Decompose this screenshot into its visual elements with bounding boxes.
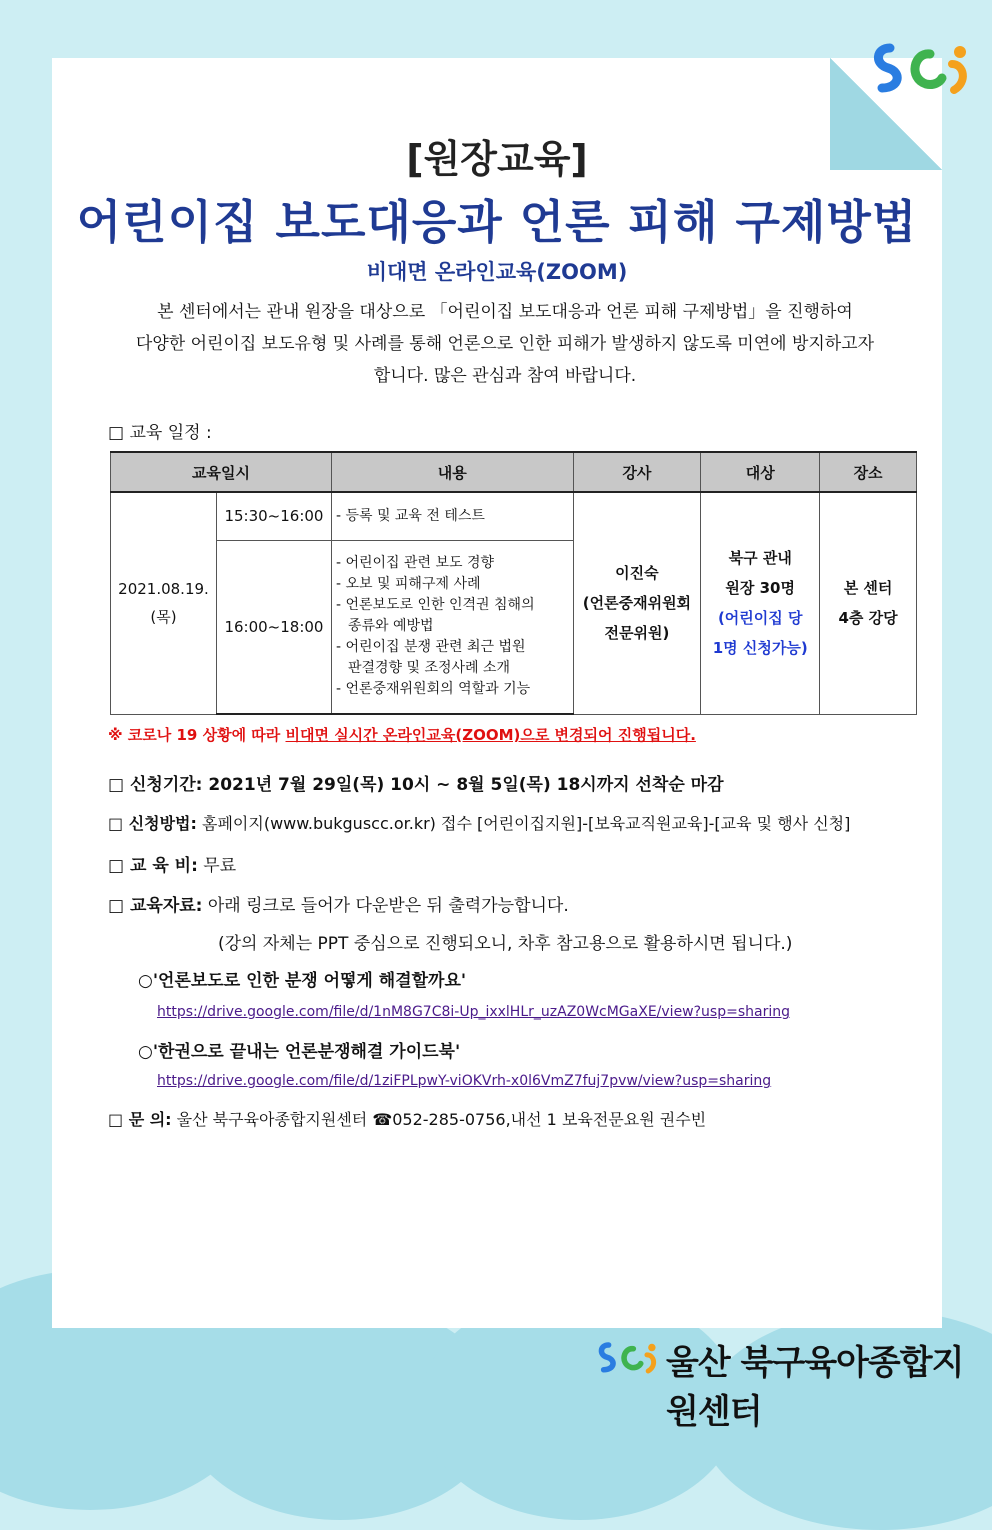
venue-line: 본 센터 <box>843 579 893 598</box>
content-line: - 언론보도로 인한 인격권 침해의 <box>335 597 535 614</box>
page-subtitle: 비대면 온라인교육(ZOOM) <box>366 260 628 284</box>
bracket-title: [원장교육] <box>406 137 588 181</box>
instructor-line: (언론중재위원회 <box>582 594 692 613</box>
header-venue: 장소 <box>820 452 917 492</box>
material-title-2: ○'한권으로 끝내는 언론분쟁해결 가이드북' <box>138 1042 461 1062</box>
instructor-line: 이진숙 <box>615 564 659 583</box>
schedule-table <box>110 451 917 715</box>
contact-value: 울산 북구육아종합지원센터 ☎052-285-0756,내선 1 보육전문요원 권수빈 <box>176 1110 707 1129</box>
footer-org-name: 울산 북구육아종합지원센터 <box>666 1343 964 1432</box>
venue-line: 4층 강당 <box>838 609 898 628</box>
target-line: 원장 30명 <box>725 579 795 598</box>
apply-period-value: 2021년 7월 29일(목) 10시 ~ 8월 5일(목) 18시까지 선착순 마감 <box>208 775 724 795</box>
header-instructor: 강사 <box>573 452 701 492</box>
covid-notice <box>108 724 696 745</box>
content-line: 종류와 예방법 <box>347 618 434 635</box>
fee-label: □ 교 육 비: <box>108 856 198 876</box>
material-link-1[interactable]: https://drive.google.com/file/d/1nM8G7C8i-Up_ixxlHLr_uzAZ0WcMGaXE/view?usp=sharing <box>157 1004 790 1020</box>
date-text: 2021.08.19. <box>118 579 209 598</box>
fee <box>108 851 236 876</box>
instructor-cell <box>573 492 701 714</box>
content-line: 판결경향 및 조정사례 소개 <box>347 660 511 677</box>
target-note: (어린이집 당 <box>717 609 803 628</box>
content-line: - 언론중재위원회의 역할과 기능 <box>335 681 531 698</box>
notice-underlined: 비대면 실시간 온라인교육(ZOOM)으로 변경되어 진행됩니다. <box>285 726 696 744</box>
intro-paragraph <box>100 296 910 392</box>
center-logo-icon <box>868 34 978 104</box>
schedule-label: □ 교육 일정 : <box>108 423 212 443</box>
notice-prefix: ※ 코로나 19 상황에 따라 <box>108 726 286 744</box>
apply-period <box>108 770 724 795</box>
header-date: 교육일시 <box>111 452 332 492</box>
material-link-2[interactable]: https://drive.google.com/file/d/1ziFPLpwY-viOKVrh-x0l6VmZ7fuj7pvw/view?usp=sharing <box>157 1073 772 1089</box>
materials-value: 아래 링크로 들어가 다운받은 뒤 출력가능합니다. <box>207 896 569 916</box>
instructor-line: 전문위원) <box>604 624 670 643</box>
content-line: - 어린이집 관련 보도 경향 <box>335 555 495 572</box>
materials-label: □ 교육자료: <box>108 896 203 916</box>
date-cell <box>111 492 217 714</box>
materials-note: (강의 자체는 PPT 중심으로 진행되오니, 차후 참고용으로 활용하시면 됩니다.) <box>218 934 793 954</box>
venue-cell <box>820 492 917 714</box>
material-title-1: ○'언론보도로 인한 분쟁 어떻게 해결할까요' <box>138 971 467 991</box>
table-header-row <box>111 452 917 492</box>
page-title: 어린이집 보도대응과 언론 피해 구제방법 <box>76 195 918 249</box>
content-cell: - 등록 및 교육 전 테스트 <box>331 492 573 540</box>
content-line: - 오보 및 피해구제 사례 <box>335 576 481 593</box>
table-row <box>111 492 917 540</box>
target-line: 북구 관내 <box>728 549 792 568</box>
time-cell: 16:00~18:00 <box>216 540 331 714</box>
target-note: 1명 신청가능) <box>712 639 808 658</box>
fee-value: 무료 <box>203 856 237 876</box>
contact <box>108 1107 706 1130</box>
apply-period-label: □ 신청기간: <box>108 775 203 795</box>
footer-logo-icon <box>595 1332 663 1384</box>
weekday-text: (목) <box>150 607 177 626</box>
materials <box>108 891 569 916</box>
contact-label: □ 문 의: <box>108 1110 172 1129</box>
target-cell <box>701 492 820 714</box>
header-target: 대상 <box>701 452 820 492</box>
apply-method-label: □ 신청방법: <box>108 814 197 833</box>
content-line: - 어린이집 분쟁 관련 최근 법원 <box>335 639 526 656</box>
apply-method-value: 홈페이지(www.bukguscc.or.kr) 접수 [어린이집지원]-[보육교직원교육]-[교육 및 행사 신청] <box>202 814 851 833</box>
intro-line: 다양한 어린이집 보도유형 및 사례를 통해 언론으로 인한 피해가 발생하지 않도록 미연에 방지하고자 <box>135 334 875 354</box>
intro-line: 합니다. 많은 관심과 참여 바랍니다. <box>373 366 637 386</box>
content-cell <box>331 540 573 714</box>
apply-method <box>108 811 850 834</box>
intro-line: 본 센터에서는 관내 원장을 대상으로 「어린이집 보도대응과 언론 피해 구제방법」을 진행하여 <box>157 302 853 322</box>
time-cell: 15:30~16:00 <box>216 492 331 540</box>
header-content: 내용 <box>331 452 573 492</box>
